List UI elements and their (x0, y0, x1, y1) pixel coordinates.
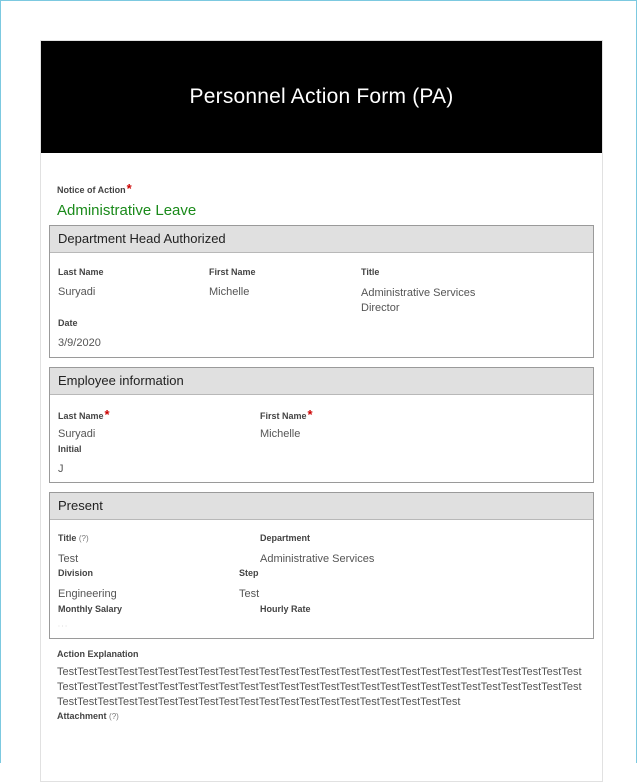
monthly-salary-value[interactable]: ⋅ ⋅ ⋅ (58, 624, 68, 630)
department-value[interactable]: Administrative Services (260, 553, 375, 565)
required-asterisk: * (307, 407, 313, 422)
title-value-line: Administrative Services (361, 287, 476, 299)
date-label: Date (58, 318, 78, 328)
employee-last-name-value[interactable]: Suryadi (58, 428, 96, 440)
first-name-label: First Name (209, 267, 256, 277)
required-asterisk: * (126, 181, 132, 196)
employee-information-section (49, 367, 594, 483)
section-header: Employee information (50, 368, 593, 395)
department-head-section (49, 225, 594, 358)
date-value[interactable]: 3/9/2020 (58, 337, 101, 349)
action-explanation-value[interactable]: TestTestTestTestTestTestTestTestTestTestTestTestTestTestTestTestTestTestTestTestTestTestTestTestTestTestTestTestTestTestTestTestTestTestTestTestTestTestTestTestTestTestTestTestTestTestTestTestTestTestTestTestTestTestTestTestTestTestTestTestTestTestTestTestTestTestTestTestTestTestTestTest (57, 666, 582, 708)
action-explanation-field (49, 649, 594, 721)
help-icon[interactable]: (?) (109, 712, 119, 721)
step-label: Step (239, 568, 259, 578)
form-title-banner (41, 41, 602, 153)
title-value[interactable] (361, 286, 475, 316)
present-title-value[interactable]: Test (58, 553, 79, 565)
help-icon[interactable]: (?) (78, 534, 89, 543)
initial-label: Initial (58, 444, 82, 454)
monthly-salary-label: Monthly Salary (58, 604, 123, 614)
step-value[interactable]: Test (239, 588, 260, 600)
division-label: Division (58, 568, 94, 578)
employee-first-name-value[interactable]: Michelle (260, 428, 301, 440)
attachment-label: Attachment (57, 711, 107, 721)
form-card (40, 40, 603, 782)
section-header: Present (50, 493, 593, 520)
notice-of-action-label: Notice of Action (57, 185, 126, 195)
division-value[interactable]: Engineering (58, 588, 117, 600)
present-section (49, 492, 594, 639)
title-value-line: Director (361, 302, 400, 314)
present-title-label: Title (58, 533, 77, 543)
department-label: Department (260, 533, 311, 543)
required-asterisk: * (104, 407, 110, 422)
notice-of-action-value[interactable]: Administrative Leave (57, 202, 197, 219)
action-explanation-label: Action Explanation (57, 649, 139, 659)
first-name-value[interactable]: Michelle (209, 286, 250, 298)
hourly-rate-label: Hourly Rate (260, 604, 311, 614)
initial-value[interactable]: J (58, 463, 64, 475)
employee-last-name-label: Last Name (58, 411, 104, 421)
form-title: Personnel Action Form (PA) (189, 85, 454, 108)
section-header: Department Head Authorized (50, 226, 593, 253)
notice-of-action-field (49, 181, 594, 219)
last-name-label: Last Name (58, 267, 104, 277)
last-name-value[interactable]: Suryadi (58, 286, 96, 298)
title-label: Title (361, 267, 380, 277)
employee-first-name-label: First Name (260, 411, 307, 421)
